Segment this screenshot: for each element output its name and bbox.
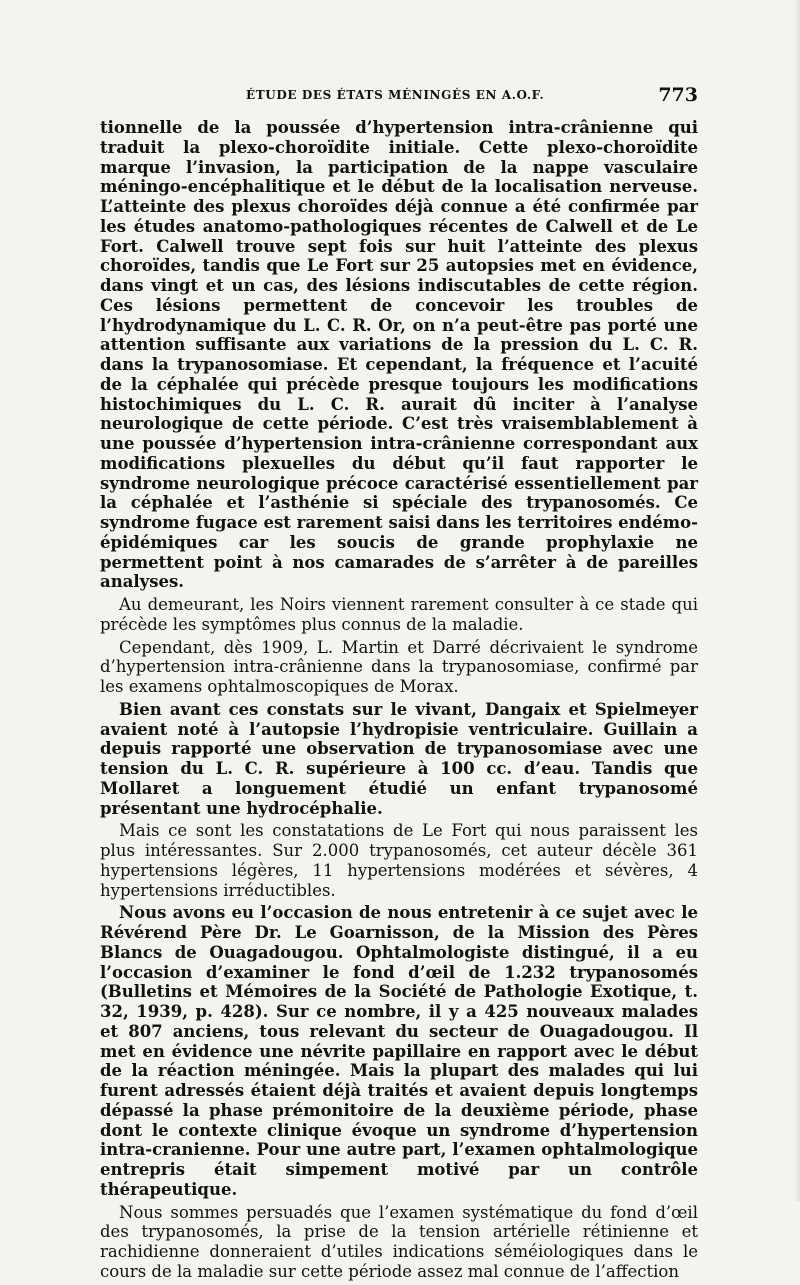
paragraph-6: Nous avons eu l’occasion de nous entretenir à ce sujet avec le Révérend Père Dr. Le Goarnisson, de la Mission des Pères Blancs de Ouagadougou. Ophtalmologiste distingué, il a eu l’occasion d’examiner le fond d’œil de 1.232 trypanosomés (Bulletins et Mémoires de la Société de Pathologie Exotique, t. 32, 1939, p. 428). Sur ce nombre, il y a 425 nouveaux malades et 807 anciens, tous relevant du secteur de Ouagadougou. Il met en évidence une névrite papillaire en rapport avec le début de la réaction méningée. Mais la plupart des malades qui lui furent adressés étaient déjà traités et avaient depuis longtemps dépassé la phase prémonitoire de la deuxième période, phase dont le contexte clinique évoque un syndrome d’hypertension intra-cranienne. Pour une autre part, l’examen ophtalmologique entrepris était simpement motivé par un contrôle thérapeutique. — [100, 903, 698, 1199]
paragraph-4: Bien avant ces constats sur le vivant, Dangaix et Spielmeyer avaient noté à l’autopsie l’hydropisie ventriculaire. Guillain a depuis rapporté une observation de trypanosomiase avec une tension du L. C. R. supérieure à 100 cc. d’eau. Tandis que Mollaret a longuement étudié un enfant trypanosomé présentant une hydrocéphalie. — [100, 699, 698, 818]
paragraph-2: Au demeurant, les Noirs viennent rarement consulter à ce stade qui précède les symptômes plus connus de la maladie. — [100, 595, 698, 634]
page-number: 773 — [658, 84, 698, 106]
scan-edge-shadow — [794, 0, 800, 1201]
paragraph-3: Cependant, dès 1909, L. Martin et Darré décrivaient le syndrome d’hypertension intra-crânienne dans la trypanosomiase, confirmé par les examens ophtalmoscopiques de Morax. — [100, 637, 698, 696]
body-text — [100, 118, 698, 1285]
paragraph-7: Nous sommes persuadés que l’examen systématique du fond d’œil des trypanosomés, la prise de la tension artérielle rétinienne et rachidienne donneraient d’utiles indications séméiologiques dans le cours de la maladie sur cette période assez mal connue de l’affection — [100, 1202, 698, 1281]
paragraph-5: Mais ce sont les constatations de Le Fort qui nous paraissent les plus intéressantes. Sur 2.000 trypanosomés, cet auteur décèle 361 hypertensions légères, 11 hypertensions modérées et sévères, 4 hypertensions irréductibles. — [100, 821, 698, 900]
running-title: ÉTUDE DES ÉTATS MÉNINGÉS EN A.O.F. — [246, 88, 545, 102]
page-header — [100, 84, 698, 112]
paragraph-1: tionnelle de la poussée d’hypertension intra-crânienne qui traduit la plexo-choroïdite initiale. Cette plexo-choroïdite marque l’invasion, la participation de la nappe vasculaire méningo-encéphalitique et le début de la localisation nerveuse. L’atteinte des plexus choroïdes déjà connue a été confirmée par les études anatomo-pathologiques récentes de Calwell et de Le Fort. Calwell trouve sept fois sur huit l’atteinte des plexus choroïdes, tandis que Le Fort sur 25 autopsies met en évidence, dans vingt et un cas, des lésions indiscutables de cette région. Ces lésions permettent de concevoir les troubles de l’hydrodynamique du L. C. R. Or, on n’a peut-être pas porté une attention suffisante aux variations de la pression du L. C. R. dans la trypanosomiase. Et cependant, la fréquence et l’acuité de la céphalée qui précède presque toujours les modifications histochimiques du L. C. R. aurait dû inciter à l’analyse neurologique de cette période. C’est très vraisemblablement à une poussée d’hypertension intra-crânienne correspondant aux modifications plexuelles du début qu’il faut rapporter le syndrome neurologique précoce caractérisé essentiellement par la céphalée et l’asthénie si spéciale des trypanosomés. Ce syndrome fugace est rarement saisi dans les territoires endémo-épidémiques car les soucis de grande prophylaxie ne permettent point à nos camarades de s’arrêter à de pareilles analyses. — [100, 118, 698, 592]
